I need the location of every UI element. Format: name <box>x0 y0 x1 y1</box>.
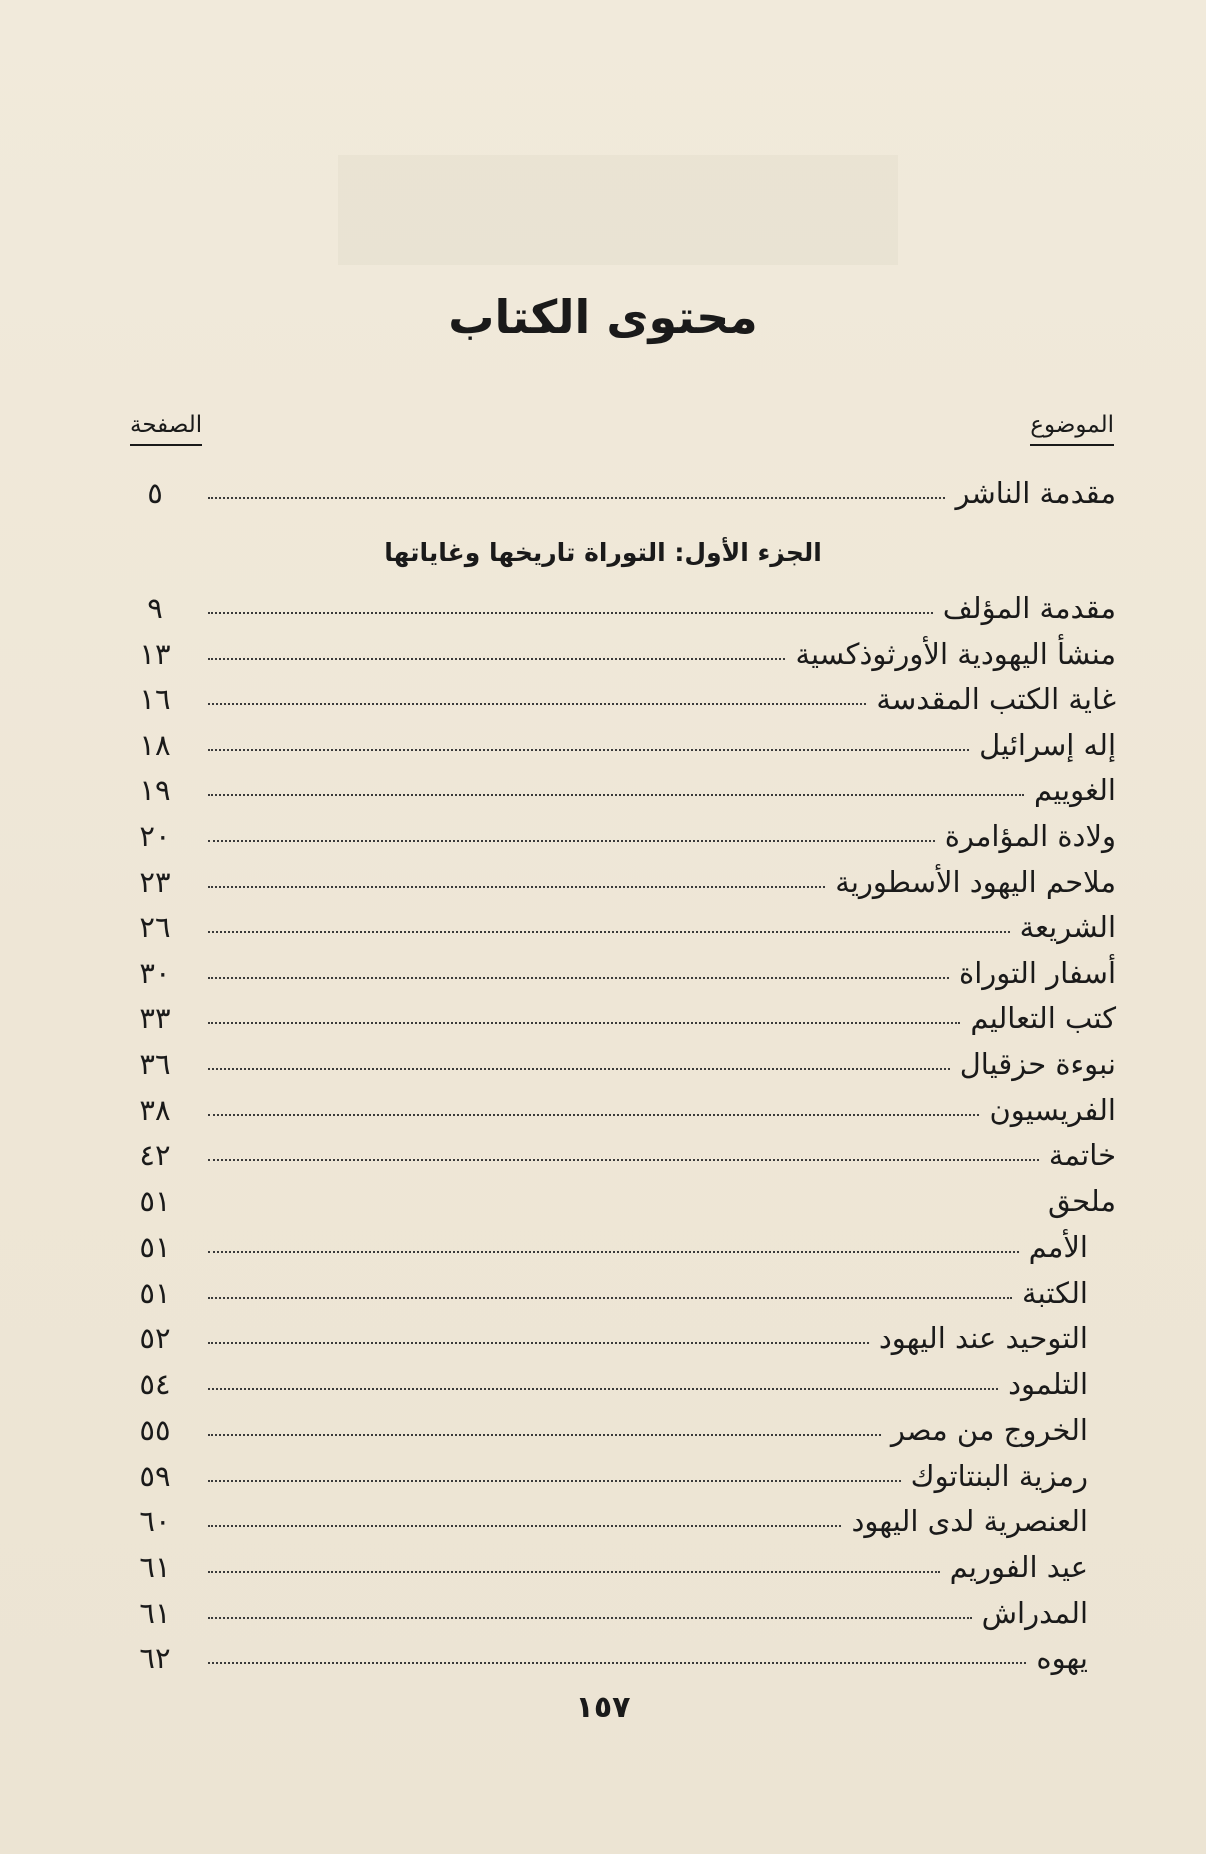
toc-entry-label: إله إسرائيل <box>979 727 1116 762</box>
toc-entry-page: ٣٦ <box>139 1047 171 1081</box>
toc-appendix-entry <box>0 1270 1206 1316</box>
toc-entry-page: ٦١ <box>139 1595 171 1630</box>
toc-entry-page: ١٣ <box>139 636 171 671</box>
dot-leader <box>208 1479 901 1482</box>
toc-entry <box>0 631 1206 677</box>
toc-entry-page: ٥١ <box>139 1230 171 1264</box>
toc-entry-label: غاية الكتب المقدسة <box>876 682 1116 717</box>
dot-leader <box>208 1296 1012 1299</box>
toc-entry-page: ٢٣ <box>139 864 171 899</box>
toc-appendix-entry <box>0 1453 1206 1499</box>
toc-entry-page: ١٨ <box>139 727 171 762</box>
toc-entry <box>0 813 1206 859</box>
toc-entry <box>0 676 1206 722</box>
dot-leader <box>208 839 935 842</box>
toc-entry-label: الفريسيون <box>989 1092 1116 1127</box>
toc-entry <box>0 904 1206 950</box>
dot-leader <box>208 748 969 751</box>
toc-entry-page: ٥ <box>147 476 163 510</box>
toc-entry-label: ملاحم اليهود الأسطورية <box>835 864 1116 899</box>
dot-leader <box>208 1570 940 1573</box>
toc-entry-label: الأمم <box>1028 1230 1088 1264</box>
dot-leader <box>208 1021 960 1024</box>
toc-entry-label: يهوه <box>1036 1641 1088 1676</box>
toc-entry-page: ٣٨ <box>139 1092 171 1127</box>
toc-appendix-entry <box>0 1407 1206 1453</box>
dot-leader <box>208 1341 869 1344</box>
toc-entry-label: أسفار التوراة <box>959 955 1116 990</box>
toc-appendix-entry <box>0 1498 1206 1544</box>
dot-leader <box>208 1524 841 1527</box>
toc-entry-page: ٣٣ <box>139 1001 171 1036</box>
toc-entry-label: الخروج من مصر <box>890 1412 1088 1447</box>
dot-leader <box>208 793 1024 796</box>
toc-entry-label: الغوييم <box>1034 773 1116 808</box>
dot-leader <box>208 1067 950 1070</box>
page-number: ١٥٧ <box>575 1690 631 1725</box>
dot-leader <box>208 496 945 499</box>
toc-entry-label: مقدمة الناشر <box>955 476 1116 510</box>
dot-leader <box>208 657 785 660</box>
toc-entry-page: ٣٠ <box>139 955 171 990</box>
toc-entry-label: المدراش <box>981 1595 1088 1630</box>
toc-entry <box>0 995 1206 1041</box>
toc-entry <box>0 1132 1206 1178</box>
dot-leader <box>208 1158 1039 1161</box>
part-heading: الجزء الأول: التوراة تاريخها وغاياتها <box>384 538 822 567</box>
toc-entry <box>0 1041 1206 1087</box>
dot-leader <box>208 611 933 614</box>
toc-appendix-entry <box>0 1315 1206 1361</box>
toc-entry-label: ملحق <box>1047 1183 1116 1218</box>
toc-entry <box>0 1087 1206 1133</box>
toc-entry-label: التلمود <box>1008 1367 1088 1402</box>
page-column-header: الصفحة <box>130 412 202 446</box>
page-title: محتوى الكتاب <box>448 290 758 344</box>
toc-entry-label: خاتمة <box>1048 1138 1116 1173</box>
dot-leader <box>208 1250 1019 1253</box>
toc-entry-page: ٢٠ <box>139 819 171 853</box>
toc-entry-page: ٦١ <box>139 1549 171 1584</box>
toc-entry <box>0 722 1206 768</box>
toc-appendix-entry <box>0 1224 1206 1270</box>
toc-appendix-entry <box>0 1590 1206 1636</box>
toc-entry-page: ٦٠ <box>139 1504 171 1539</box>
dot-leader <box>208 976 949 979</box>
toc-entry-label: كتب التعاليم <box>970 1001 1116 1036</box>
toc-entry-page: ٥٥ <box>139 1412 171 1447</box>
toc-entry-page: ٦٢ <box>139 1641 171 1676</box>
toc-entry <box>0 767 1206 813</box>
toc-entry-page: ٥١ <box>139 1275 171 1310</box>
dot-leader <box>208 1616 972 1619</box>
toc-entry <box>0 1178 1206 1224</box>
faded-print-area <box>338 155 898 265</box>
toc-entry-page: ٥٢ <box>139 1321 171 1356</box>
toc-entry-label: نبوءة حزقيال <box>959 1047 1116 1081</box>
toc-appendix-entry <box>0 1544 1206 1590</box>
toc-entry-page: ٢٦ <box>139 910 171 945</box>
toc-entry-page: ٩ <box>147 591 163 625</box>
toc-appendix-entry <box>0 1361 1206 1407</box>
toc-entry <box>0 585 1206 631</box>
toc-appendix-entry <box>0 1635 1206 1681</box>
toc-entry <box>0 859 1206 905</box>
toc-entry-label: عيد الفوريم <box>949 1549 1088 1584</box>
toc-entry-label: رمزية البنتاتوك <box>910 1458 1088 1493</box>
toc-entry-page: ٤٢ <box>139 1138 171 1173</box>
toc-entry-label: العنصرية لدى اليهود <box>851 1504 1088 1539</box>
toc-entry-label: الكتبة <box>1022 1275 1088 1310</box>
dot-leader <box>208 1113 979 1116</box>
toc-entry-label: مقدمة المؤلف <box>942 591 1116 625</box>
toc-entry-label: الشريعة <box>1019 910 1116 945</box>
dot-leader <box>208 1387 998 1390</box>
dot-leader <box>208 930 1010 933</box>
toc-entry-page: ١٦ <box>139 682 171 717</box>
dot-leader <box>208 702 866 705</box>
toc-entry-label: ولادة المؤامرة <box>944 819 1116 853</box>
toc-entry-page: ٥١ <box>139 1183 171 1218</box>
toc-entry-page: ٥٩ <box>139 1458 171 1493</box>
topic-column-header: الموضوع <box>1030 412 1114 446</box>
toc-entry-publisher-intro <box>0 470 1206 516</box>
dot-leader <box>208 885 825 888</box>
toc-entry-page: ١٩ <box>139 773 171 808</box>
toc-entry-label: منشأ اليهودية الأورثوذكسية <box>795 636 1116 671</box>
toc-entry <box>0 950 1206 996</box>
dot-leader <box>208 1661 1026 1664</box>
dot-leader <box>208 1433 881 1436</box>
toc-entry-label: التوحيد عند اليهود <box>878 1321 1088 1356</box>
toc-entry-page: ٥٤ <box>139 1367 171 1402</box>
